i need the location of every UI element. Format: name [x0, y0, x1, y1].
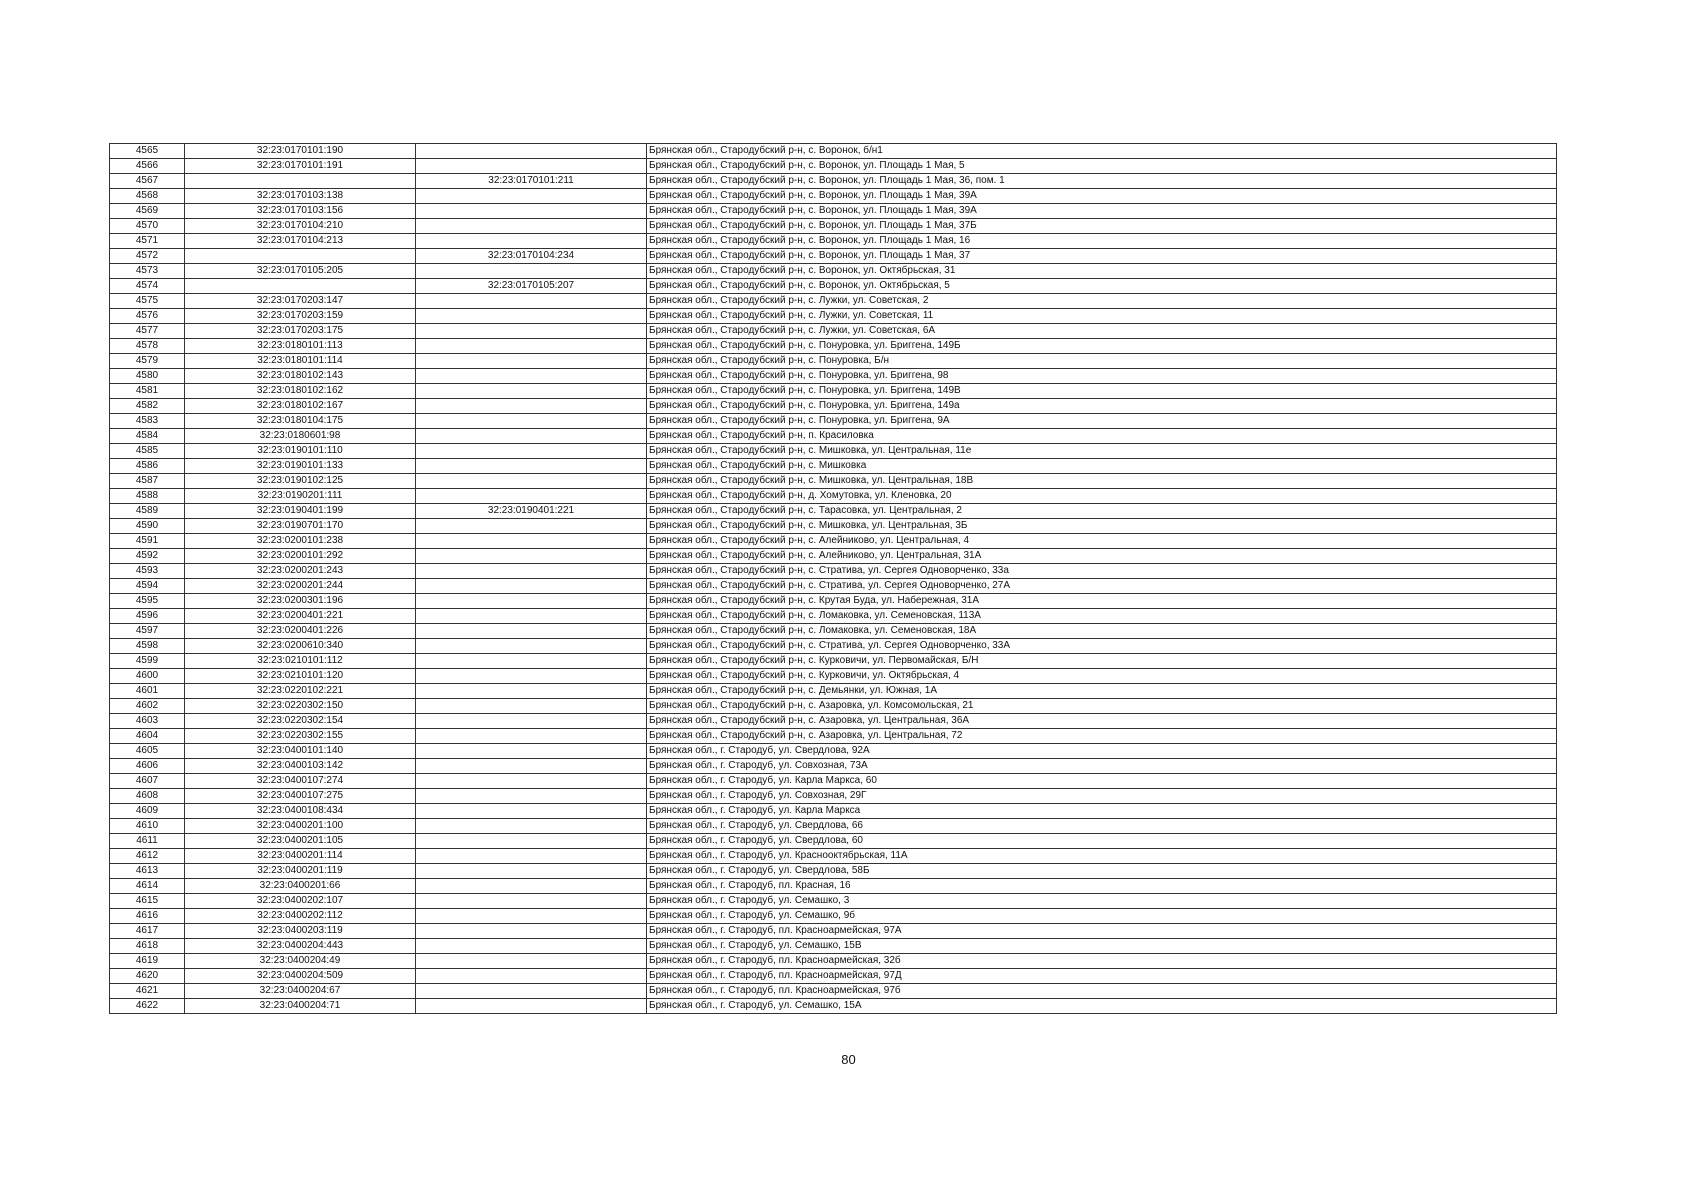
cadastral-number-cell: 32:23:0400201:114 [185, 849, 416, 864]
address-cell: Брянская обл., Стародубский р-н, с. Стратива, ул. Сергея Одноворченко, 27А [647, 579, 1557, 594]
related-cadastral-number-cell [416, 669, 647, 684]
cadastral-number-cell: 32:23:0200101:238 [185, 534, 416, 549]
related-cadastral-number-cell [416, 909, 647, 924]
cadastral-number-cell: 32:23:0400101:140 [185, 744, 416, 759]
cadastral-number-cell: 32:23:0400204:67 [185, 984, 416, 999]
table-row [110, 234, 1557, 249]
row-number-cell: 4571 [110, 234, 185, 249]
row-number-cell: 4567 [110, 174, 185, 189]
related-cadastral-number-cell: 32:23:0170101:211 [416, 174, 647, 189]
address-cell: Брянская обл., Стародубский р-н, с. Курковичи, ул. Первомайская, Б/Н [647, 654, 1557, 669]
address-cell: Брянская обл., Стародубский р-н, с. Лужки, ул. Советская, 2 [647, 294, 1557, 309]
cadastral-number-cell: 32:23:0190701:170 [185, 519, 416, 534]
table-row [110, 264, 1557, 279]
related-cadastral-number-cell [416, 414, 647, 429]
related-cadastral-number-cell [416, 699, 647, 714]
cadastral-number-cell: 32:23:0220302:154 [185, 714, 416, 729]
address-cell: Брянская обл., Стародубский р-н, с. Воронок, ул. Октябрьская, 5 [647, 279, 1557, 294]
table-row [110, 354, 1557, 369]
related-cadastral-number-cell [416, 864, 647, 879]
row-number-cell: 4574 [110, 279, 185, 294]
address-cell: Брянская обл., Стародубский р-н, с. Мишковка [647, 459, 1557, 474]
row-number-cell: 4577 [110, 324, 185, 339]
address-cell: Брянская обл., Стародубский р-н, с. Азаровка, ул. Центральная, 72 [647, 729, 1557, 744]
address-cell: Брянская обл., Стародубский р-н, с. Воронок, ул. Площадь 1 Мая, 37Б [647, 219, 1557, 234]
row-number-cell: 4620 [110, 969, 185, 984]
address-cell: Брянская обл., Стародубский р-н, с. Тарасовка, ул. Центральная, 2 [647, 504, 1557, 519]
row-number-cell: 4595 [110, 594, 185, 609]
related-cadastral-number-cell [416, 954, 647, 969]
cadastral-number-cell: 32:23:0400107:274 [185, 774, 416, 789]
table-row [110, 774, 1557, 789]
cadastral-number-cell: 32:23:0180102:162 [185, 384, 416, 399]
cadastral-number-cell [185, 279, 416, 294]
cadastral-number-cell: 32:23:0400202:112 [185, 909, 416, 924]
related-cadastral-number-cell [416, 624, 647, 639]
related-cadastral-number-cell [416, 324, 647, 339]
cadastral-number-cell: 32:23:0400201:105 [185, 834, 416, 849]
table-row [110, 909, 1557, 924]
related-cadastral-number-cell [416, 294, 647, 309]
cadastral-number-cell: 32:23:0180102:167 [185, 399, 416, 414]
row-number-cell: 4578 [110, 339, 185, 354]
related-cadastral-number-cell [416, 684, 647, 699]
registry-table-body [110, 144, 1557, 1014]
related-cadastral-number-cell [416, 759, 647, 774]
row-number-cell: 4575 [110, 294, 185, 309]
row-number-cell: 4612 [110, 849, 185, 864]
address-cell: Брянская обл., г. Стародуб, ул. Семашко, 3 [647, 894, 1557, 909]
address-cell: Брянская обл., Стародубский р-н, с. Стратива, ул. Сергея Одноворченко, 33а [647, 564, 1557, 579]
address-cell: Брянская обл., Стародубский р-н, с. Понуровка, ул. Бриггена, 149В [647, 384, 1557, 399]
row-number-cell: 4611 [110, 834, 185, 849]
related-cadastral-number-cell [416, 264, 647, 279]
row-number-cell: 4619 [110, 954, 185, 969]
table-row [110, 849, 1557, 864]
address-cell: Брянская обл., г. Стародуб, пл. Красная, 16 [647, 879, 1557, 894]
cadastral-number-cell: 32:23:0400204:443 [185, 939, 416, 954]
cadastral-number-cell: 32:23:0170203:147 [185, 294, 416, 309]
table-row [110, 249, 1557, 264]
address-cell: Брянская обл., г. Стародуб, ул. Семашко, 15А [647, 999, 1557, 1014]
related-cadastral-number-cell [416, 219, 647, 234]
address-cell: Брянская обл., Стародубский р-н, с. Понуровка, ул. Бриггена, 149Б [647, 339, 1557, 354]
address-cell: Брянская обл., г. Стародуб, ул. Семашко, 9б [647, 909, 1557, 924]
address-cell: Брянская обл., Стародубский р-н, с. Воронок, ул. Площадь 1 Мая, 39А [647, 204, 1557, 219]
address-cell: Брянская обл., г. Стародуб, пл. Красноармейская, 32б [647, 954, 1557, 969]
address-cell: Брянская обл., Стародубский р-н, с. Лужки, ул. Советская, 6А [647, 324, 1557, 339]
row-number-cell: 4603 [110, 714, 185, 729]
address-cell: Брянская обл., Стародубский р-н, п. Красиловка [647, 429, 1557, 444]
table-row [110, 384, 1557, 399]
related-cadastral-number-cell [416, 639, 647, 654]
cadastral-number-cell: 32:23:0400203:119 [185, 924, 416, 939]
related-cadastral-number-cell [416, 474, 647, 489]
row-number-cell: 4608 [110, 789, 185, 804]
table-row [110, 804, 1557, 819]
table-row [110, 444, 1557, 459]
address-cell: Брянская обл., Стародубский р-н, с. Мишковка, ул. Центральная, 18В [647, 474, 1557, 489]
table-row [110, 594, 1557, 609]
table-row [110, 834, 1557, 849]
row-number-cell: 4591 [110, 534, 185, 549]
address-cell: Брянская обл., г. Стародуб, ул. Карла Маркса, 60 [647, 774, 1557, 789]
row-number-cell: 4583 [110, 414, 185, 429]
table-row [110, 924, 1557, 939]
table-row [110, 459, 1557, 474]
table-row [110, 519, 1557, 534]
table-row [110, 759, 1557, 774]
cadastral-number-cell: 32:23:0200401:226 [185, 624, 416, 639]
table-row [110, 339, 1557, 354]
address-cell: Брянская обл., г. Стародуб, ул. Семашко, 15В [647, 939, 1557, 954]
row-number-cell: 4599 [110, 654, 185, 669]
row-number-cell: 4570 [110, 219, 185, 234]
cadastral-number-cell: 32:23:0400202:107 [185, 894, 416, 909]
table-row [110, 819, 1557, 834]
address-cell: Брянская обл., Стародубский р-н, с. Воронок, ул. Октябрьская, 31 [647, 264, 1557, 279]
address-cell: Брянская обл., Стародубский р-н, с. Стратива, ул. Сергея Одноворченко, 33А [647, 639, 1557, 654]
address-cell: Брянская обл., Стародубский р-н, с. Курковичи, ул. Октябрьская, 4 [647, 669, 1557, 684]
row-number-cell: 4569 [110, 204, 185, 219]
address-cell: Брянская обл., Стародубский р-н, с. Алейниково, ул. Центральная, 31А [647, 549, 1557, 564]
table-row [110, 204, 1557, 219]
table-row [110, 369, 1557, 384]
address-cell: Брянская обл., Стародубский р-н, с. Воронок, ул. Площадь 1 Мая, 5 [647, 159, 1557, 174]
table-row [110, 714, 1557, 729]
cadastral-number-cell: 32:23:0170203:175 [185, 324, 416, 339]
row-number-cell: 4573 [110, 264, 185, 279]
address-cell: Брянская обл., Стародубский р-н, с. Воронок, ул. Площадь 1 Мая, 39А [647, 189, 1557, 204]
cadastral-number-cell: 32:23:0400204:49 [185, 954, 416, 969]
address-cell: Брянская обл., г. Стародуб, ул. Свердлова, 60 [647, 834, 1557, 849]
row-number-cell: 4579 [110, 354, 185, 369]
row-number-cell: 4572 [110, 249, 185, 264]
cadastral-number-cell [185, 174, 416, 189]
table-row [110, 189, 1557, 204]
cadastral-number-cell: 32:23:0170203:159 [185, 309, 416, 324]
address-cell: Брянская обл., Стародубский р-н, с. Воронок, ул. Площадь 1 Мая, 37 [647, 249, 1557, 264]
cadastral-number-cell: 32:23:0180101:113 [185, 339, 416, 354]
table-row [110, 534, 1557, 549]
row-number-cell: 4566 [110, 159, 185, 174]
row-number-cell: 4598 [110, 639, 185, 654]
table-row [110, 624, 1557, 639]
related-cadastral-number-cell [416, 429, 647, 444]
row-number-cell: 4618 [110, 939, 185, 954]
related-cadastral-number-cell [416, 879, 647, 894]
row-number-cell: 4622 [110, 999, 185, 1014]
related-cadastral-number-cell [416, 984, 647, 999]
cadastral-number-cell: 32:23:0170103:156 [185, 204, 416, 219]
related-cadastral-number-cell [416, 729, 647, 744]
cadastral-number-cell: 32:23:0220102:221 [185, 684, 416, 699]
row-number-cell: 4621 [110, 984, 185, 999]
row-number-cell: 4596 [110, 609, 185, 624]
cadastral-number-cell: 32:23:0190101:110 [185, 444, 416, 459]
related-cadastral-number-cell [416, 939, 647, 954]
cadastral-number-cell: 32:23:0400204:71 [185, 999, 416, 1014]
related-cadastral-number-cell [416, 159, 647, 174]
address-cell: Брянская обл., Стародубский р-н, с. Воронок, б/н1 [647, 144, 1557, 159]
table-row [110, 414, 1557, 429]
related-cadastral-number-cell [416, 489, 647, 504]
related-cadastral-number-cell [416, 519, 647, 534]
related-cadastral-number-cell [416, 564, 647, 579]
table-row [110, 399, 1557, 414]
table-row [110, 984, 1557, 999]
cadastral-number-cell: 32:23:0170104:213 [185, 234, 416, 249]
table-row [110, 489, 1557, 504]
table-row [110, 729, 1557, 744]
related-cadastral-number-cell [416, 354, 647, 369]
related-cadastral-number-cell [416, 609, 647, 624]
cadastral-number-cell: 32:23:0190401:199 [185, 504, 416, 519]
row-number-cell: 4576 [110, 309, 185, 324]
row-number-cell: 4588 [110, 489, 185, 504]
related-cadastral-number-cell [416, 774, 647, 789]
cadastral-number-cell: 32:23:0400103:142 [185, 759, 416, 774]
row-number-cell: 4592 [110, 549, 185, 564]
row-number-cell: 4607 [110, 774, 185, 789]
related-cadastral-number-cell [416, 459, 647, 474]
cadastral-number-cell: 32:23:0400201:66 [185, 879, 416, 894]
address-cell: Брянская обл., Стародубский р-н, с. Лужки, ул. Советская, 11 [647, 309, 1557, 324]
cadastral-number-cell: 32:23:0180102:143 [185, 369, 416, 384]
cadastral-number-cell: 32:23:0200401:221 [185, 609, 416, 624]
row-number-cell: 4580 [110, 369, 185, 384]
address-cell: Брянская обл., Стародубский р-н, с. Понуровка, Б/н [647, 354, 1557, 369]
cadastral-number-cell: 32:23:0200201:244 [185, 579, 416, 594]
related-cadastral-number-cell [416, 204, 647, 219]
cadastral-number-cell: 32:23:0170101:190 [185, 144, 416, 159]
row-number-cell: 4565 [110, 144, 185, 159]
table-row [110, 669, 1557, 684]
address-cell: Брянская обл., Стародубский р-н, с. Воронок, ул. Площадь 1 Мая, 16 [647, 234, 1557, 249]
address-cell: Брянская обл., Стародубский р-н, с. Крутая Буда, ул. Набережная, 31А [647, 594, 1557, 609]
cadastral-number-cell: 32:23:0180104:175 [185, 414, 416, 429]
related-cadastral-number-cell [416, 339, 647, 354]
table-row [110, 744, 1557, 759]
address-cell: Брянская обл., Стародубский р-н, с. Мишковка, ул. Центральная, 3Б [647, 519, 1557, 534]
related-cadastral-number-cell: 32:23:0190401:221 [416, 504, 647, 519]
table-row [110, 219, 1557, 234]
page-number: 80 [841, 1052, 856, 1067]
table-row [110, 429, 1557, 444]
table-row [110, 579, 1557, 594]
related-cadastral-number-cell [416, 834, 647, 849]
related-cadastral-number-cell [416, 189, 647, 204]
cadastral-number-cell: 32:23:0220302:150 [185, 699, 416, 714]
address-cell: Брянская обл., г. Стародуб, пл. Красноармейская, 97А [647, 924, 1557, 939]
table-row [110, 279, 1557, 294]
address-cell: Брянская обл., г. Стародуб, пл. Красноармейская, 97Д [647, 969, 1557, 984]
row-number-cell: 4609 [110, 804, 185, 819]
row-number-cell: 4606 [110, 759, 185, 774]
row-number-cell: 4610 [110, 819, 185, 834]
related-cadastral-number-cell [416, 309, 647, 324]
address-cell: Брянская обл., Стародубский р-н, с. Азаровка, ул. Комсомольская, 21 [647, 699, 1557, 714]
related-cadastral-number-cell [416, 894, 647, 909]
address-cell: Брянская обл., Стародубский р-н, с. Понуровка, ул. Бриггена, 98 [647, 369, 1557, 384]
address-cell: Брянская обл., Стародубский р-н, с. Понуровка, ул. Бриггена, 9А [647, 414, 1557, 429]
related-cadastral-number-cell [416, 234, 647, 249]
related-cadastral-number-cell [416, 369, 647, 384]
address-cell: Брянская обл., г. Стародуб, ул. Карла Маркса [647, 804, 1557, 819]
table-row [110, 639, 1557, 654]
row-number-cell: 4601 [110, 684, 185, 699]
row-number-cell: 4586 [110, 459, 185, 474]
cadastral-number-cell: 32:23:0200301:196 [185, 594, 416, 609]
related-cadastral-number-cell [416, 924, 647, 939]
related-cadastral-number-cell [416, 804, 647, 819]
related-cadastral-number-cell [416, 399, 647, 414]
cadastral-number-cell: 32:23:0190102:125 [185, 474, 416, 489]
table-row [110, 939, 1557, 954]
table-row [110, 324, 1557, 339]
row-number-cell: 4597 [110, 624, 185, 639]
address-cell: Брянская обл., Стародубский р-н, с. Алейниково, ул. Центральная, 4 [647, 534, 1557, 549]
address-cell: Брянская обл., Стародубский р-н, с. Ломаковка, ул. Семеновская, 113А [647, 609, 1557, 624]
row-number-cell: 4617 [110, 924, 185, 939]
row-number-cell: 4594 [110, 579, 185, 594]
related-cadastral-number-cell [416, 444, 647, 459]
cadastral-number-cell: 32:23:0400201:100 [185, 819, 416, 834]
table-row [110, 144, 1557, 159]
row-number-cell: 4604 [110, 729, 185, 744]
cadastral-number-cell: 32:23:0200201:243 [185, 564, 416, 579]
row-number-cell: 4587 [110, 474, 185, 489]
table-row [110, 309, 1557, 324]
cadastral-number-cell: 32:23:0210101:112 [185, 654, 416, 669]
table-row [110, 609, 1557, 624]
related-cadastral-number-cell [416, 144, 647, 159]
address-cell: Брянская обл., Стародубский р-н, с. Воронок, ул. Площадь 1 Мая, 36, пом. 1 [647, 174, 1557, 189]
row-number-cell: 4614 [110, 879, 185, 894]
related-cadastral-number-cell [416, 789, 647, 804]
table-row [110, 864, 1557, 879]
table-row [110, 954, 1557, 969]
address-cell: Брянская обл., г. Стародуб, ул. Свердлова, 92А [647, 744, 1557, 759]
cadastral-number-cell: 32:23:0400201:119 [185, 864, 416, 879]
cadastral-number-cell: 32:23:0400204:509 [185, 969, 416, 984]
row-number-cell: 4605 [110, 744, 185, 759]
cadastral-number-cell: 32:23:0200610:340 [185, 639, 416, 654]
row-number-cell: 4589 [110, 504, 185, 519]
cadastral-number-cell: 32:23:0170105:205 [185, 264, 416, 279]
related-cadastral-number-cell [416, 594, 647, 609]
row-number-cell: 4602 [110, 699, 185, 714]
cadastral-number-cell: 32:23:0210101:120 [185, 669, 416, 684]
table-row [110, 174, 1557, 189]
table-row [110, 504, 1557, 519]
address-cell: Брянская обл., Стародубский р-н, с. Азаровка, ул. Центральная, 36А [647, 714, 1557, 729]
row-number-cell: 4581 [110, 384, 185, 399]
related-cadastral-number-cell [416, 654, 647, 669]
row-number-cell: 4616 [110, 909, 185, 924]
row-number-cell: 4568 [110, 189, 185, 204]
related-cadastral-number-cell [416, 849, 647, 864]
related-cadastral-number-cell [416, 534, 647, 549]
table-row [110, 654, 1557, 669]
cadastral-number-cell: 32:23:0180601:98 [185, 429, 416, 444]
table-row [110, 999, 1557, 1014]
related-cadastral-number-cell [416, 384, 647, 399]
address-cell: Брянская обл., Стародубский р-н, д. Хомутовка, ул. Кленовка, 20 [647, 489, 1557, 504]
address-cell: Брянская обл., г. Стародуб, ул. Совхозная, 29Г [647, 789, 1557, 804]
address-cell: Брянская обл., г. Стародуб, ул. Свердлова, 58Б [647, 864, 1557, 879]
row-number-cell: 4585 [110, 444, 185, 459]
related-cadastral-number-cell [416, 714, 647, 729]
related-cadastral-number-cell [416, 819, 647, 834]
row-number-cell: 4613 [110, 864, 185, 879]
address-cell: Брянская обл., г. Стародуб, ул. Совхозная, 73А [647, 759, 1557, 774]
related-cadastral-number-cell [416, 999, 647, 1014]
cadastral-number-cell: 32:23:0200101:292 [185, 549, 416, 564]
cadastral-number-cell: 32:23:0170104:210 [185, 219, 416, 234]
table-row [110, 879, 1557, 894]
table-row [110, 159, 1557, 174]
registry-table [109, 143, 1557, 1014]
cadastral-number-cell: 32:23:0190201:111 [185, 489, 416, 504]
address-cell: Брянская обл., Стародубский р-н, с. Демьянки, ул. Южная, 1А [647, 684, 1557, 699]
related-cadastral-number-cell: 32:23:0170104:234 [416, 249, 647, 264]
cadastral-number-cell: 32:23:0400107:275 [185, 789, 416, 804]
table-row [110, 789, 1557, 804]
table-row [110, 474, 1557, 489]
related-cadastral-number-cell [416, 549, 647, 564]
row-number-cell: 4584 [110, 429, 185, 444]
address-cell: Брянская обл., Стародубский р-н, с. Понуровка, ул. Бриггена, 149а [647, 399, 1557, 414]
related-cadastral-number-cell [416, 969, 647, 984]
related-cadastral-number-cell [416, 579, 647, 594]
cadastral-number-cell: 32:23:0180101:114 [185, 354, 416, 369]
row-number-cell: 4590 [110, 519, 185, 534]
cadastral-number-cell: 32:23:0400108:434 [185, 804, 416, 819]
row-number-cell: 4593 [110, 564, 185, 579]
table-row [110, 684, 1557, 699]
address-cell: Брянская обл., г. Стародуб, ул. Краснооктябрьская, 11А [647, 849, 1557, 864]
table-row [110, 699, 1557, 714]
address-cell: Брянская обл., г. Стародуб, ул. Свердлова, 66 [647, 819, 1557, 834]
table-row [110, 294, 1557, 309]
cadastral-number-cell: 32:23:0170101:191 [185, 159, 416, 174]
row-number-cell: 4600 [110, 669, 185, 684]
table-row [110, 564, 1557, 579]
address-cell: Брянская обл., Стародубский р-н, с. Ломаковка, ул. Семеновская, 18А [647, 624, 1557, 639]
table-row [110, 969, 1557, 984]
row-number-cell: 4582 [110, 399, 185, 414]
row-number-cell: 4615 [110, 894, 185, 909]
cadastral-number-cell: 32:23:0220302:155 [185, 729, 416, 744]
table-row [110, 549, 1557, 564]
related-cadastral-number-cell [416, 744, 647, 759]
cadastral-number-cell: 32:23:0170103:138 [185, 189, 416, 204]
table-row [110, 894, 1557, 909]
cadastral-number-cell [185, 249, 416, 264]
address-cell: Брянская обл., Стародубский р-н, с. Мишковка, ул. Центральная, 11е [647, 444, 1557, 459]
address-cell: Брянская обл., г. Стародуб, пл. Красноармейская, 97б [647, 984, 1557, 999]
related-cadastral-number-cell: 32:23:0170105:207 [416, 279, 647, 294]
cadastral-number-cell: 32:23:0190101:133 [185, 459, 416, 474]
